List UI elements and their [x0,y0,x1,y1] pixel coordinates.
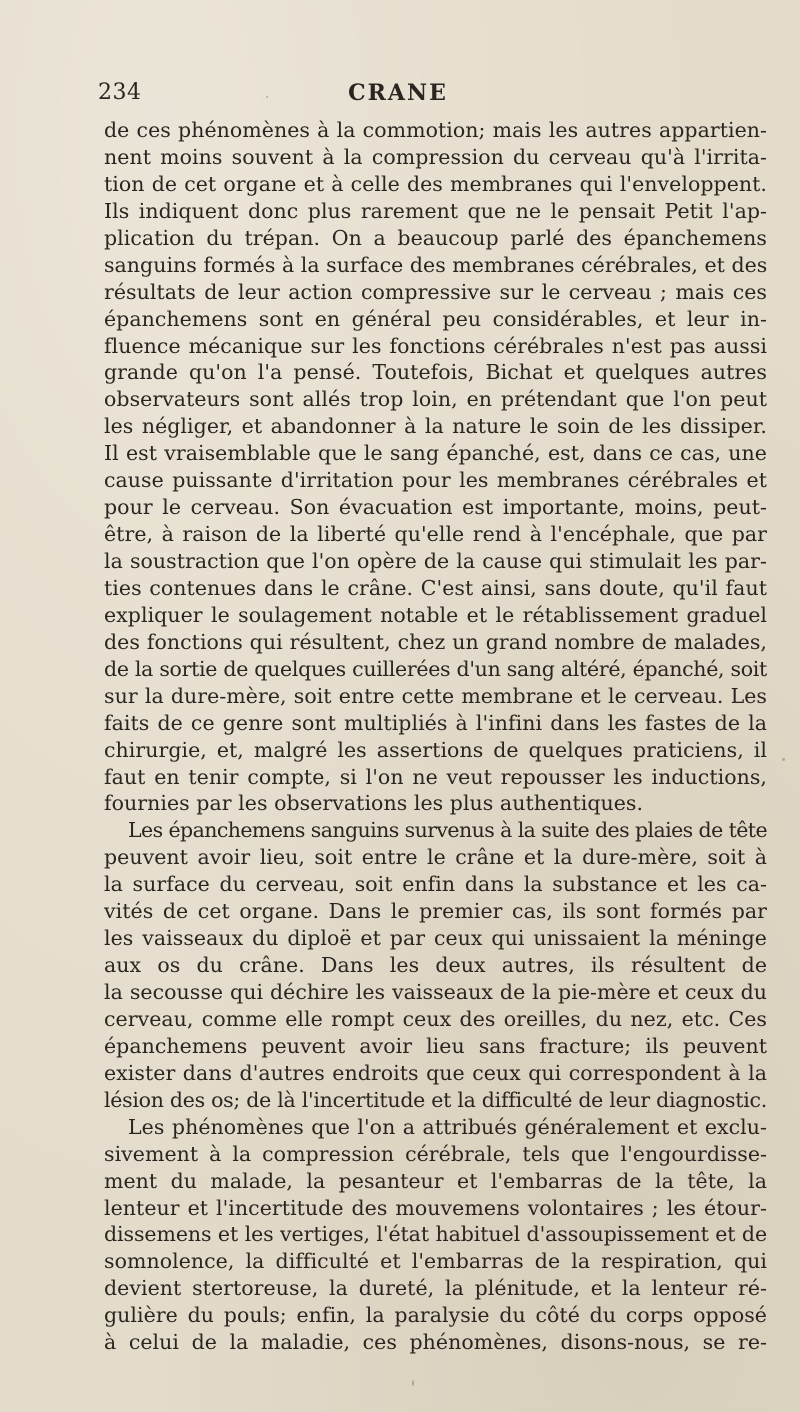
text-line: devient stertoreuse, la dureté, la plénitude, et la lenteur ré- [104,1276,767,1301]
text-line: faut en tenir compte, si l'on ne veut repousser les inductions, [104,764,767,789]
text-line: à celui de la maladie, ces phénomènes, disons-nous, se re- [104,1330,767,1355]
text-line: ties contenues dans le crâne. C'est ainsi, sans doute, qu'il faut [104,575,767,600]
text-line: ment du malade, la pesanteur et l'embarras de la tête, la [104,1168,767,1193]
paragraph-first-line: Les phénomènes que l'on a attribués généralement et exclu- [128,1114,767,1139]
text-line: sanguins formés à la surface des membranes cérébrales, et des [104,252,768,277]
text-line: fluence mécanique sur les fonctions cérébrales n'est pas aussi [104,333,767,358]
paper-speck [782,758,785,761]
text-line: grande qu'on l'a pensé. Toutefois, Bichat et quelques autres [104,360,767,385]
text-line: Ils indiquent donc plus rarement que ne le pensait Petit l'ap- [104,198,767,223]
text-line: peuvent avoir lieu, soit entre le crâne et la dure-mère, soit à [104,845,767,870]
text-line: faits de ce genre sont multipliés à l'infini dans les fastes de la [104,710,767,735]
text-line: de ces phénomènes à la commotion; mais les autres appartien- [104,118,767,142]
text-line: résultats de leur action compressive sur le cerveau ; mais ces [104,279,767,304]
text-line: lenteur et l'incertitude des mouvemens volontaires ; les étour- [104,1195,767,1220]
text-line: cause puissante d'irritation pour les membranes cérébrales et [104,468,767,493]
paragraph-end-line: fournies par les observations les plus authentiques. [104,791,644,816]
paragraph-end-line: lésion des os; de là l'incertitude et la difficulté de leur diagnostic. [104,1087,767,1112]
text-line: la soustraction que l'on opère de la cause qui stimulait les par- [104,549,767,573]
text-line: cerveau, comme elle rompt ceux des oreilles, du nez, etc. Ces [104,1006,767,1031]
text-line: aux os du crâne. Dans les deux autres, ils résultent de [104,953,767,978]
text-line: être, à raison de la liberté qu'elle rend à l'encéphale, que par [104,522,767,547]
text-line: pour le cerveau. Son évacuation est importante, moins, peut- [104,495,767,520]
paragraph-first-line: Les épanchemens sanguins survenus à la suite des plaies de tête [128,818,767,843]
running-title: CRANE [348,80,448,106]
text-line: épanchemens sont en général peu considérables, et leur in- [104,306,767,331]
text-line: exister dans d'autres endroits que ceux qui correspondent à la [104,1060,767,1085]
paper-speck [412,1380,414,1386]
text-line: de la sortie de quelques cuillerées d'un sang altéré, épanché, soit [104,656,767,681]
text-line: les négliger, et abandonner à la nature le soin de les dissiper. [104,414,767,439]
text-line: sur la dure-mère, soit entre cette membrane et le cerveau. Les [104,683,767,708]
text-line: dissemens et les vertiges, l'état habituel d'assoupissement et de [104,1222,768,1247]
page-header [98,80,698,110]
text-line: épanchemens peuvent avoir lieu sans fracture; ils peuvent [104,1033,767,1058]
text-line: nent moins souvent à la compression du cerveau qu'à l'irrita- [104,144,767,169]
text-line: plication du trépan. On a beaucoup parlé des épanchemens [104,225,767,250]
text-line: gulière du pouls; enfin, la paralysie du côté du corps opposé [104,1303,767,1328]
text-line: la secousse qui déchire les vaisseaux de la pie-mère et ceux du [104,980,767,1004]
text-line: somnolence, la difficulté et l'embarras de la respiration, qui [104,1249,767,1274]
text-line: sivement à la compression cérébrale, tels que l'engourdisse- [104,1141,767,1166]
text-line: Il est vraisemblable que le sang épanché, est, dans ce cas, une [104,441,767,466]
text-line: la surface du cerveau, soit enfin dans la substance et les ca- [104,872,767,897]
text-line: les vaisseaux du diploë et par ceux qui unissaient la méninge [104,926,767,951]
text-line: vités de cet organe. Dans le premier cas, ils sont formés par [104,899,767,924]
text-line: expliquer le soulagement notable et le rétablissement graduel [104,602,767,627]
text-line: des fonctions qui résultent, chez un grand nombre de malades, [104,629,767,654]
paper-speck [266,96,268,98]
page-number: 234 [98,80,142,105]
text-line: chirurgie, et, malgré les assertions de quelques praticiens, il [104,737,767,762]
text-line: tion de cet organe et à celle des membranes qui l'enveloppent. [104,171,767,196]
text-line: observateurs sont allés trop loin, en prétendant que l'on peut [104,387,767,412]
body-text [104,117,767,1356]
